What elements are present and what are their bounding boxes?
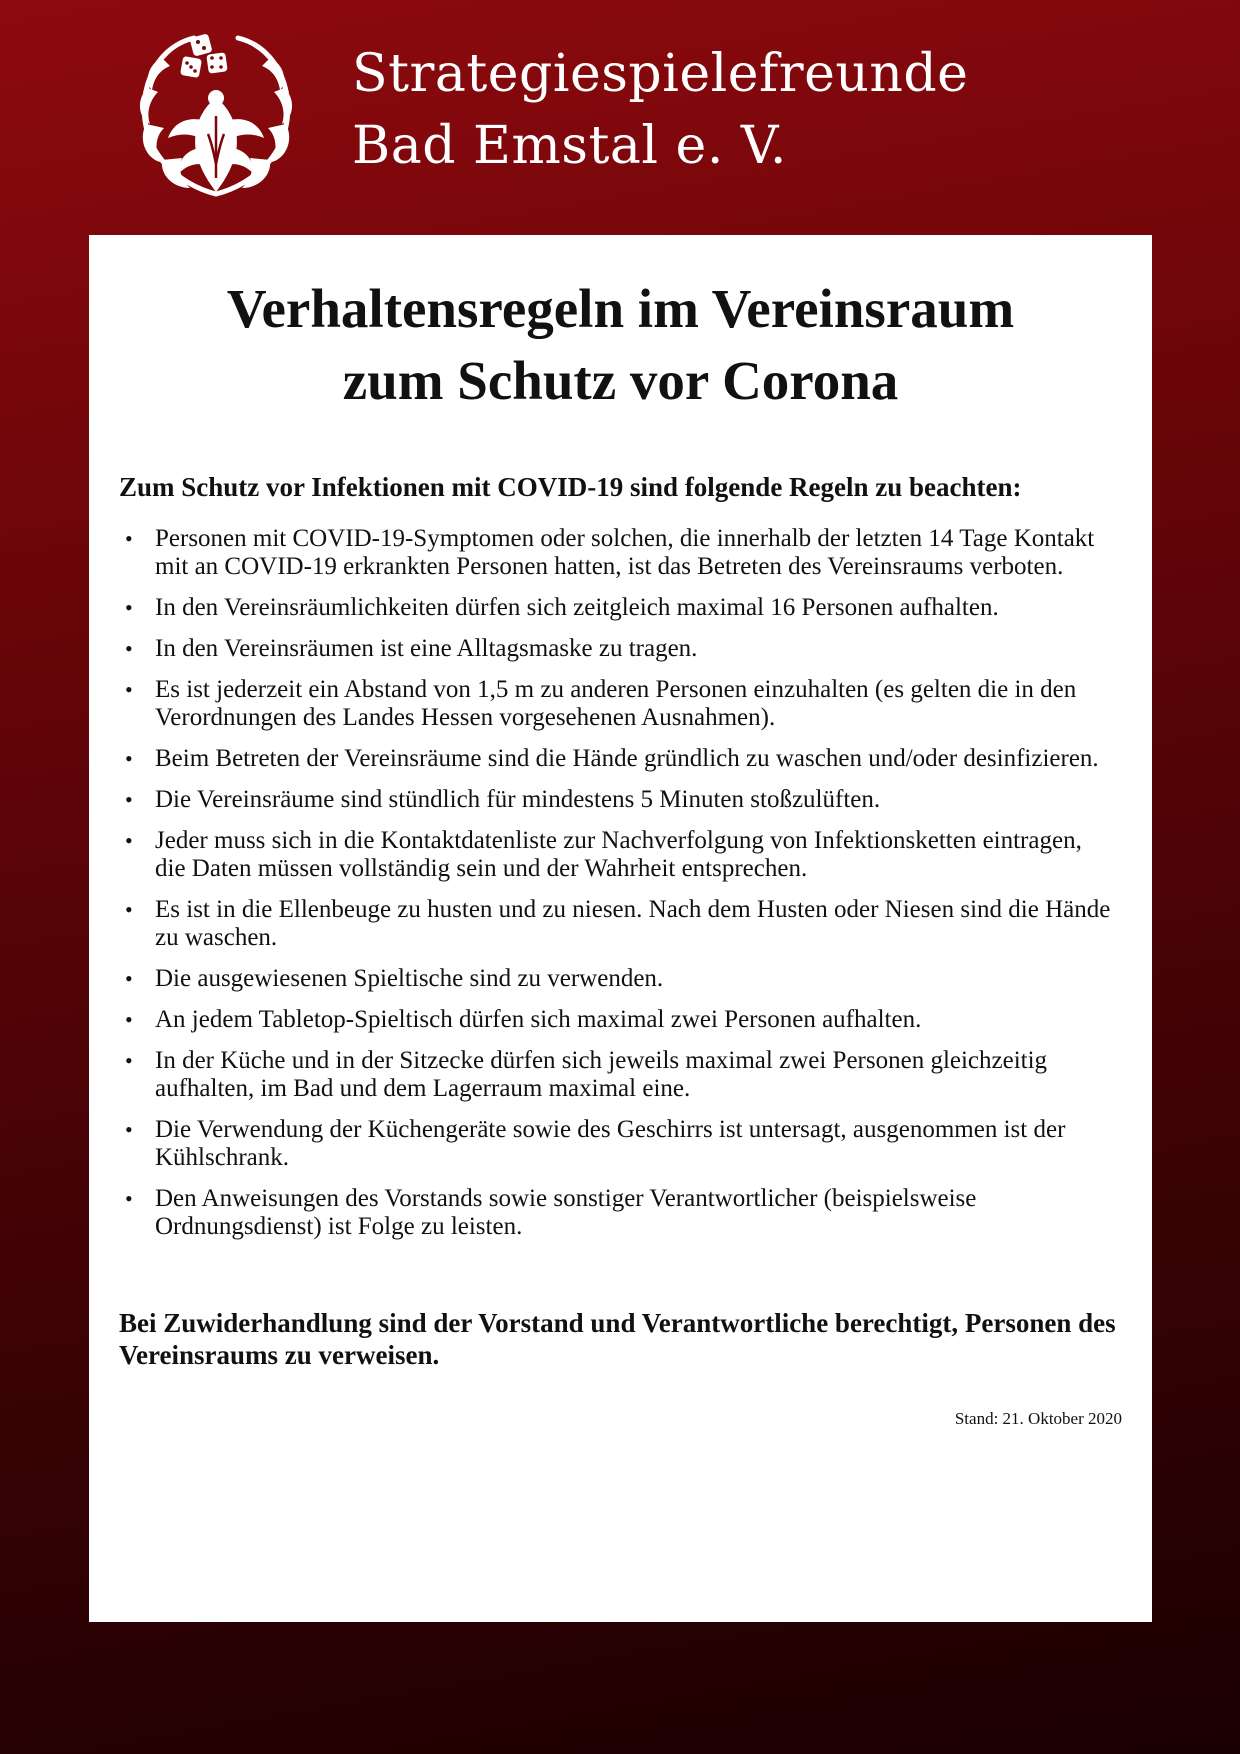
phoenix-dice-logo xyxy=(132,28,300,200)
bullet-icon: • xyxy=(125,1186,133,1211)
club-name-line1: Strategiespielefreunde xyxy=(352,44,969,104)
rule-item xyxy=(119,896,1122,952)
bullet-icon: • xyxy=(125,966,133,991)
rule-text: Die ausgewiesenen Spieltische sind zu verwenden. xyxy=(155,965,664,992)
rule-text: In der Küche und in der Sitzecke dürfen sich jeweils maximal zwei Personen gleichzeitig aufhalten, im Bad und dem Lagerraum maximal eine. xyxy=(155,1047,1048,1102)
rule-item xyxy=(119,745,1122,773)
rule-item xyxy=(119,594,1122,622)
notice-title xyxy=(119,273,1122,417)
rule-item xyxy=(119,1116,1122,1172)
bullet-icon: • xyxy=(125,636,133,661)
rule-item xyxy=(119,786,1122,814)
rule-text: Jeder muss sich in die Kontaktdatenliste zur Nachverfolgung von Infektionsketten eintragen, die Daten müssen vollständig sein und der Wahrheit entsprechen. xyxy=(155,827,1082,882)
intro-text: Zum Schutz vor Infektionen mit COVID-19 sind folgende Regeln zu beachten: xyxy=(119,472,1022,502)
rule-text: Die Vereinsräume sind stündlich für mindestens 5 Minuten stoßzulüften. xyxy=(155,786,881,813)
club-name-line2: Bad Emstal e. V. xyxy=(352,116,787,176)
notice-title-line2: zum Schutz vor Corona xyxy=(342,350,899,411)
rule-item xyxy=(119,827,1122,883)
rule-text: Den Anweisungen des Vorstands sowie sonstiger Verantwortlicher (beispielsweise Ordnungsdienst) ist Folge zu leisten. xyxy=(155,1185,977,1240)
rule-item xyxy=(119,1047,1122,1103)
rule-item xyxy=(119,1185,1122,1241)
revision-date: Stand: 21. Oktober 2020 xyxy=(954,1409,1122,1428)
rule-item xyxy=(119,676,1122,732)
bullet-icon: • xyxy=(125,787,133,812)
bullet-icon: • xyxy=(125,746,133,771)
bullet-icon: • xyxy=(125,526,133,551)
bullet-icon: • xyxy=(125,828,133,853)
bullet-icon: • xyxy=(125,1007,133,1032)
rules-list xyxy=(119,525,1122,1241)
rule-item xyxy=(119,635,1122,663)
bullet-icon: • xyxy=(125,897,133,922)
rule-item xyxy=(119,1006,1122,1034)
rule-text: In den Vereinsräumen ist eine Alltagsmaske zu tragen. xyxy=(155,635,698,662)
rule-text: An jedem Tabletop-Spieltisch dürfen sich maximal zwei Personen aufhalten. xyxy=(155,1006,922,1033)
rule-text: Es ist jederzeit ein Abstand von 1,5 m zu anderen Personen einzuhalten (es gelten die in den Verordnungen des Landes Hessen vorgesehenen Ausnahmen). xyxy=(155,676,1077,731)
notice-sheet xyxy=(89,235,1152,1622)
rule-item xyxy=(119,525,1122,581)
bullet-icon: • xyxy=(125,1048,133,1073)
bullet-icon: • xyxy=(125,1117,133,1142)
notice-title-line1: Verhaltensregeln im Vereinsraum xyxy=(226,278,1015,339)
rule-text: Beim Betreten der Vereinsräume sind die Hände gründlich zu waschen und/oder desinfizieren. xyxy=(155,745,1099,772)
club-name xyxy=(352,38,968,182)
header-banner xyxy=(0,0,1240,235)
rule-text: In den Vereinsräumlichkeiten dürfen sich zeitgleich maximal 16 Personen aufhalten. xyxy=(155,594,999,621)
bullet-icon: • xyxy=(125,677,133,702)
bullet-icon: • xyxy=(125,595,133,620)
rule-item xyxy=(119,965,1122,993)
rule-text: Die Verwendung der Küchengeräte sowie des Geschirrs ist untersagt, ausgenommen ist der Kühlschrank. xyxy=(155,1116,1066,1171)
rule-text: Es ist in die Ellenbeuge zu husten und zu niesen. Nach dem Husten oder Niesen sind die Hände zu waschen. xyxy=(155,896,1111,951)
warning-text: Bei Zuwiderhandlung sind der Vorstand und Verantwortliche berechtigt, Personen des Vereinsraums zu verweisen. xyxy=(119,1308,1116,1370)
rule-text: Personen mit COVID-19-Symptomen oder solchen, die innerhalb der letzten 14 Tage Kontakt mit an COVID-19 erkrankten Personen hatten, ist das Betreten des Vereinsraums verboten. xyxy=(155,525,1095,580)
